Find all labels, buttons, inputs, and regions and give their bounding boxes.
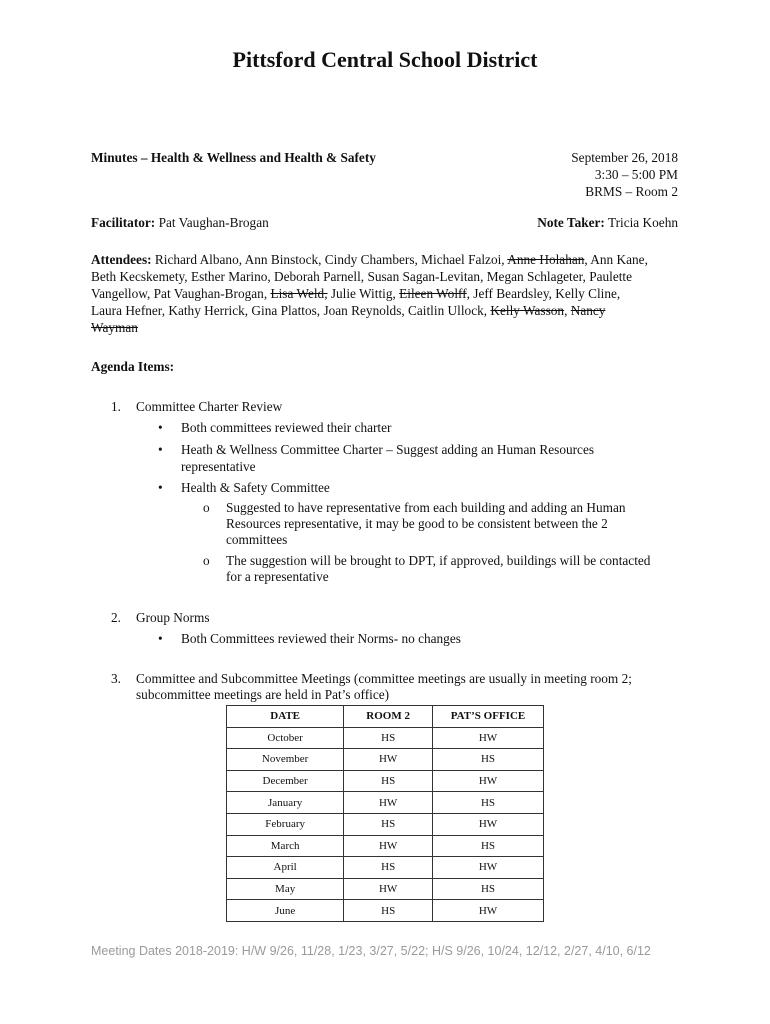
cell-room-2: HS: [344, 857, 433, 879]
cell-room-2: HW: [344, 792, 433, 814]
item-2-bullet-1: Both Committees reviewed their Norms- no changes: [181, 631, 461, 646]
attendees-line: [91, 251, 691, 268]
attendees-block: [91, 251, 691, 336]
cell-room-2: HS: [344, 770, 433, 792]
cell-pats-office: HS: [433, 792, 544, 814]
col-header-pats-office: PAT’S OFFICE: [433, 706, 544, 728]
attendee-text: Vangellow, Pat Vaughan-Brogan,: [91, 286, 271, 301]
item-1-sub-1-line-2: Resources representative, it may be good to be consistent between the 2: [226, 516, 608, 531]
cell-pats-office: HW: [433, 900, 544, 922]
table-row: [227, 792, 544, 814]
cell-pats-office: HS: [433, 878, 544, 900]
meeting-time: 3:30 – 5:00 PM: [594, 167, 678, 182]
bullet-icon: •: [158, 442, 163, 457]
cell-date: November: [227, 749, 344, 771]
facilitator-label: Facilitator:: [91, 215, 156, 230]
item-1-sub-1-line-1: Suggested to have representative from each building and adding an Human: [226, 500, 626, 515]
cell-date: October: [227, 727, 344, 749]
meeting-date: September 26, 2018: [571, 150, 678, 165]
cell-date: May: [227, 878, 344, 900]
item-1-bullet-1: Both committees reviewed their charter: [181, 420, 392, 435]
table-row: [227, 749, 544, 771]
bullet-icon: •: [158, 480, 163, 495]
cell-pats-office: HW: [433, 727, 544, 749]
agenda-item-1-number: 1.: [111, 399, 121, 414]
col-header-date: DATE: [227, 706, 344, 728]
attendee-absent: Kelly Wasson: [490, 303, 565, 318]
bullet-icon: •: [158, 420, 163, 435]
meeting-schedule-table: [226, 705, 544, 922]
cell-room-2: HS: [344, 727, 433, 749]
cell-pats-office: HW: [433, 770, 544, 792]
cell-date: December: [227, 770, 344, 792]
note-taker-label: Note Taker:: [537, 215, 605, 230]
table-row: [227, 900, 544, 922]
cell-date: June: [227, 900, 344, 922]
attendees-line: [91, 268, 691, 285]
item-1-sub-2-line-1: The suggestion will be brought to DPT, if approved, buildings will be contacted: [226, 553, 651, 568]
item-1-sub-2-line-2: for a representative: [226, 569, 329, 584]
cell-room-2: HW: [344, 878, 433, 900]
table-row: [227, 813, 544, 835]
agenda-heading: Agenda Items:: [91, 359, 175, 374]
cell-date: January: [227, 792, 344, 814]
agenda-item-3-number: 3.: [111, 671, 121, 686]
attendee-absent: Eileen Wolff: [399, 286, 467, 301]
table-header-row: [227, 706, 544, 728]
agenda-item-3-line-1: Committee and Subcommittee Meetings (committee meetings are usually in meeting room 2;: [136, 671, 632, 686]
cell-pats-office: HS: [433, 749, 544, 771]
cell-room-2: HS: [344, 900, 433, 922]
attendee-absent: Anne Holahan: [507, 252, 585, 267]
cell-room-2: HW: [344, 749, 433, 771]
item-1-bullet-2-line-2: representative: [181, 459, 256, 474]
table-row: [227, 835, 544, 857]
facilitator: [91, 214, 269, 231]
agenda-item-2-number: 2.: [111, 610, 121, 625]
cell-pats-office: HS: [433, 835, 544, 857]
attendee-text: , Ann Kane,: [584, 252, 648, 267]
table-row: [227, 857, 544, 879]
col-header-room-2: ROOM 2: [344, 706, 433, 728]
item-1-sub-1-line-3: committees: [226, 532, 288, 547]
attendee-text: Julie Wittig,: [327, 286, 400, 301]
attendee-text: Laura Hefner, Kathy Herrick, Gina Plattos, Joan Reynolds, Caitlin Ullock,: [91, 303, 491, 318]
attendee-absent: Nancy: [570, 303, 606, 318]
table-body: [227, 727, 544, 921]
note-taker-name: Tricia Koehn: [607, 215, 678, 230]
item-1-bullet-3: Health & Safety Committee: [181, 480, 330, 495]
cell-date: April: [227, 857, 344, 879]
attendee-text: , Jeff Beardsley, Kelly Cline,: [466, 286, 621, 301]
table-row: [227, 878, 544, 900]
cell-pats-office: HW: [433, 813, 544, 835]
cell-date: March: [227, 835, 344, 857]
note-taker: [430, 214, 678, 231]
meeting-location: BRMS – Room 2: [585, 184, 678, 199]
facilitator-name: Pat Vaughan-Brogan: [158, 215, 269, 230]
document-title: Pittsford Central School District: [232, 47, 538, 72]
attendee-text: Richard Albano, Ann Binstock, Cindy Chambers, Michael Falzoi,: [151, 252, 508, 267]
attendees-label: Attendees:: [91, 252, 152, 267]
bullet-icon: •: [158, 631, 163, 646]
table-row: [227, 770, 544, 792]
attendees-line: [91, 302, 691, 319]
agenda-item-2-title: Group Norms: [136, 610, 210, 625]
table-row: [227, 727, 544, 749]
cell-date: February: [227, 813, 344, 835]
attendees-line: [91, 285, 691, 302]
attendee-absent: Lisa Weld,: [270, 286, 328, 301]
cell-room-2: HW: [344, 835, 433, 857]
sub-bullet-icon: o: [203, 553, 210, 568]
footer-meeting-dates: Meeting Dates 2018-2019: H/W 9/26, 11/28, 1/23, 3/27, 5/22; H/S 9/26, 10/24, 12/12, 2/27, 4/10, 6/12: [91, 944, 651, 958]
agenda-item-3-line-2: subcommittee meetings are held in Pat’s office): [136, 687, 390, 702]
attendee-absent: Wayman: [91, 320, 138, 335]
attendees-line: [91, 319, 691, 336]
cell-room-2: HS: [344, 813, 433, 835]
sub-bullet-icon: o: [203, 500, 210, 515]
item-1-bullet-2-line-1: Heath & Wellness Committee Charter – Suggest adding an Human Resources: [181, 442, 595, 457]
attendee-text: ,: [564, 303, 571, 318]
meeting-heading: Minutes – Health & Wellness and Health & Safety: [91, 150, 376, 165]
attendee-text: Beth Kecskemety, Esther Marino, Deborah Parnell, Susan Sagan-Levitan, Megan Schlageter, Paulette: [91, 269, 633, 284]
cell-pats-office: HW: [433, 857, 544, 879]
agenda-item-1-title: Committee Charter Review: [136, 399, 283, 414]
